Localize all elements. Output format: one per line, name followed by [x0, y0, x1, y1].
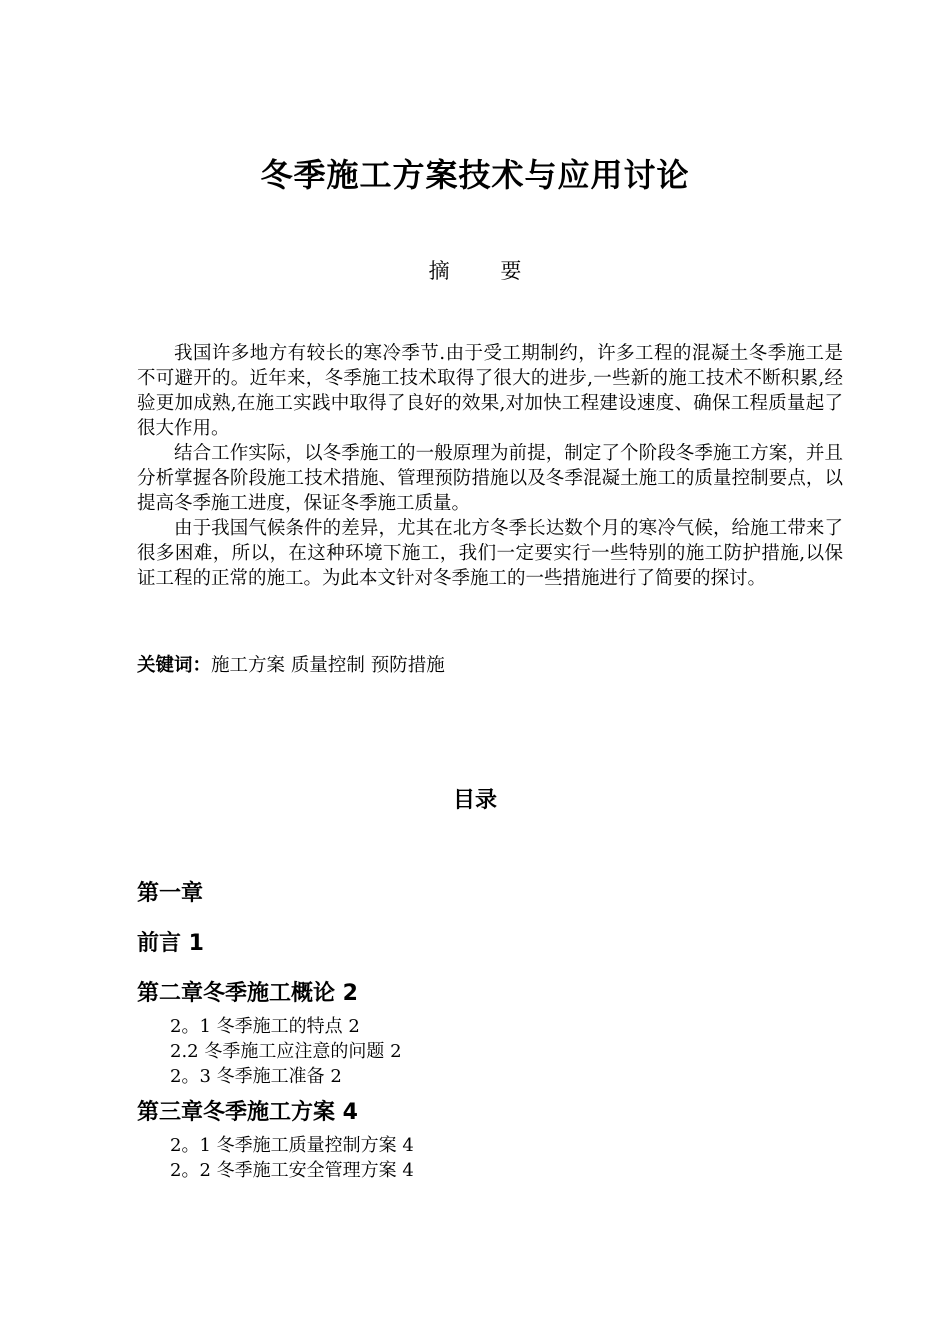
toc-entry-preface: 前言 1 [137, 931, 204, 956]
toc-entry-chapter-1: 第一章 [137, 881, 204, 906]
keywords-text: 施工方案 质量控制 预防措施 [211, 655, 445, 676]
toc-subentry: 2。1 冬季施工质量控制方案 4 [170, 1135, 414, 1156]
abstract-body [137, 341, 843, 591]
toc-subentry: 2。1 冬季施工的特点 2 [170, 1016, 360, 1037]
abstract-paragraph: 结合工作实际，以冬季施工的一般原理为前提，制定了个阶段冬季施工方案，并且分析掌握各阶段施工技术措施、管理预防措施以及冬季混凝土施工的质量控制要点，以提高冬季施工进度，保证冬季施工质量。 [137, 443, 843, 514]
toc-heading: 目录 [452, 788, 497, 813]
toc-entry-chapter-3: 第三章冬季施工方案 4 [137, 1100, 358, 1125]
toc-subentry: 2。3 冬季施工准备 2 [170, 1066, 342, 1087]
toc-subentry: 2。2 冬季施工安全管理方案 4 [170, 1160, 414, 1181]
toc-chapter-2-subsections [137, 1014, 843, 1089]
abstract-paragraph: 我国许多地方有较长的寒冷季节.由于受工期制约，许多工程的混凝土冬季施工是不可避开的。近年来，冬季施工技术取得了很大的进步,一些新的施工技术不断积累,经验更加成熟,在施工实践中取得了良好的效果,对加快工程建设速度、确保工程质量起了很大作用。 [137, 343, 843, 439]
toc-subentry: 2.2 冬季施工应注意的问题 2 [170, 1041, 402, 1062]
toc-entry-chapter-2: 第二章冬季施工概论 2 [137, 981, 358, 1006]
abstract-heading: 摘 要 [428, 259, 544, 283]
table-of-contents [137, 878, 843, 1183]
toc-chapter-3-subsections [137, 1133, 843, 1183]
abstract-paragraph: 由于我国气候条件的差异，尤其在北方冬季长达数个月的寒冷气候，给施工带来了很多困难，所以，在这种环境下施工，我们一定要实行一些特别的施工防护措施,以保证工程的正常的施工。为此本文针对冬季施工的一些措施进行了简要的探讨。 [137, 518, 843, 589]
keywords-line [137, 653, 445, 678]
document-title: 冬季施工方案技术与应用讨论 [260, 156, 690, 194]
keywords-label: 关键词： [137, 655, 212, 676]
